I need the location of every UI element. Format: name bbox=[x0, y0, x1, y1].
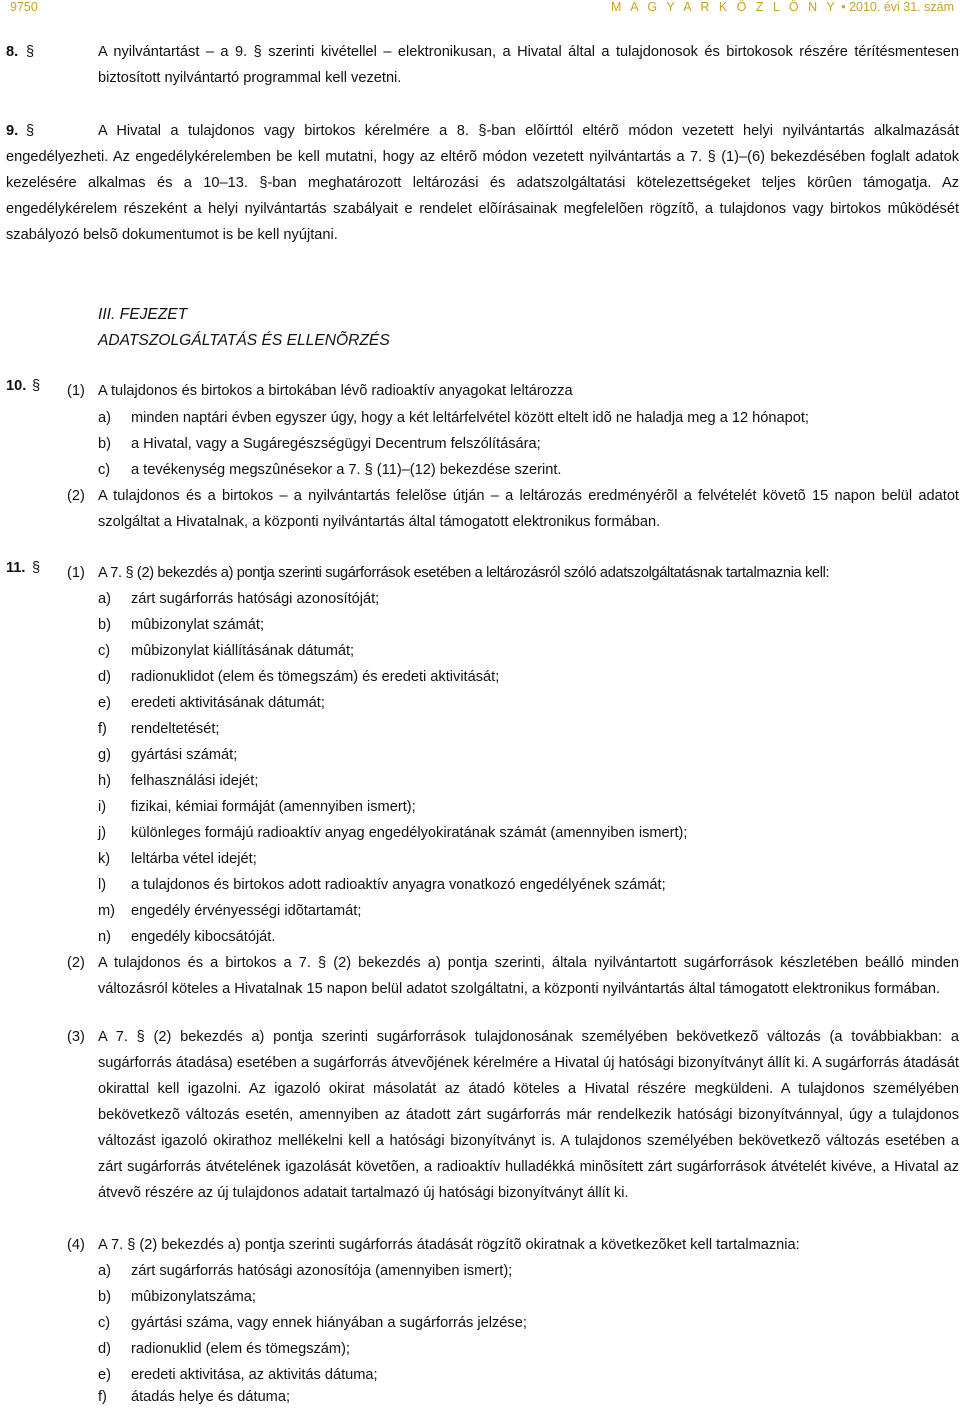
section-11-sign: § bbox=[32, 560, 41, 576]
section-9 bbox=[6, 118, 959, 248]
section-10-paragraph-1 bbox=[6, 378, 959, 404]
section-8-text: A nyilvántartást – a 9. § szerinti kivétellel – elektronikusan, a Hivatal által a tulajdonosok és birtokosok részére térítésmentesen biztosított nyilvántartó programmal kell vezetni. bbox=[98, 44, 959, 86]
paragraph-number: (2) bbox=[67, 488, 85, 504]
section-11-paragraph-3 bbox=[6, 1024, 959, 1206]
section-8-number: 8. bbox=[6, 44, 19, 60]
section-9-number: 9. bbox=[6, 123, 19, 139]
section-10-sign: § bbox=[32, 378, 41, 394]
section-10-number: 10. bbox=[6, 378, 27, 394]
paragraph-number: (3) bbox=[67, 1029, 85, 1045]
running-header bbox=[0, 0, 960, 16]
section-9-sign: § bbox=[26, 123, 35, 139]
paragraph-text: A 7. § (2) bekezdés a) pontja szerinti sugárforrások tulajdonosának személyében bekövetkezõ változás (a továbbiakban: a sugárforrás átadása) esetében a sugárforrás átvevõjének kérelmére a Hivatal új hatósági bizonyítványt állít ki. A sugárforrás átadását okirattal kell igazolni. Az igazoló okirat másolatát az átadó köteles a Hivatal részére megküldeni. A tulajdonos személyében bekövetkezõ változás esetén, amennyiben az átadott zárt sugárforrás már rendelkezik hatósági bizonyítvánnyal, úgy a tulajdonos változást igazoló okirathoz mellékelni kell a hatósági bizonyítványt is. A tulajdonos személyében bekövetkezõ változás esetében a zárt sugárforrás átvételének igazolását követõen, a radioaktív hulladékká minõsített zárt sugárforrások átvételét kivéve, a Hivatal az átvevõ részére az új tulajdonos adatait tartalmazó új hatósági bizonyítványt állít ki. bbox=[98, 1029, 959, 1201]
paragraph-number: (4) bbox=[67, 1237, 85, 1253]
section-9-text: A Hivatal a tulajdonos vagy birtokos kérelmére a 8. §-ban elõírttól eltérõ módon vezetett helyi nyilvántartás alkalmazását engedélyezheti. Az engedélykérelemben be kell mutatni, hogy az eltérõ módon vezetett nyilvántartás a 7. § (1)–(6) bekezdésében foglalt adatok kezelésére alkalmas és a 10–13. §-ban meghatározott leltározási és adatszolgáltatási kötelezettségeket teljes körûen támogatja. Az engedélykérelem részeként a helyi nyilvántartás szabályait e rendelet elõírásainak megfelelõen rögzítõ, a tulajdonos vagy birtokos mûködését szabályozó belsõ dokumentumot is be kell nyújtani. bbox=[6, 123, 959, 243]
chapter-title: ADATSZOLGÁLTATÁS ÉS ELLENÕRZÉS bbox=[98, 332, 390, 349]
page-number: 9750 bbox=[10, 0, 38, 14]
paragraph-text: A tulajdonos és birtokos a birtokában lévõ radioaktív anyagokat leltározza bbox=[98, 383, 573, 399]
paragraph-number: (2) bbox=[67, 955, 85, 971]
chapter-number: III. FEJEZET bbox=[98, 306, 188, 323]
paragraph-number: (1) bbox=[67, 383, 85, 399]
section-11-paragraph-2 bbox=[6, 950, 959, 1002]
paragraph-text: A tulajdonos és a birtokos a 7. § (2) bekezdés a) pontja szerinti, általa nyilvántartott sugárforrások készletében beálló minden változásról köteles a Hivatalnak 15 napon belül adatot szolgáltatni, a központi nyilvántartás által támogatott elektronikus formában. bbox=[98, 955, 959, 997]
section-8-body bbox=[6, 39, 959, 91]
journal-name: M A G Y A R K Ö Z L Ö N Y bbox=[611, 0, 838, 14]
issue-label: 2010. évi 31. szám bbox=[849, 0, 954, 14]
section-8-sign: § bbox=[26, 44, 35, 60]
paragraph-text: A 7. § (2) bekezdés a) pontja szerinti sugárforrások esetében a leltározásról szóló adatszolgáltatásnak tartalmaznia kell: bbox=[98, 565, 830, 581]
bullet-separator: • bbox=[841, 0, 850, 14]
paragraph-number: (1) bbox=[67, 565, 85, 581]
paragraph-text: A 7. § (2) bekezdés a) pontja szerinti sugárforrás átadását rögzítõ okiratnak a következõket kell tartalmaznia: bbox=[98, 1237, 800, 1253]
section-8 bbox=[6, 39, 959, 91]
section-9-body bbox=[6, 118, 959, 248]
paragraph-text: A tulajdonos és a birtokos – a nyilvántartás felelõse útján – a leltározás eredményérõl a felvételét követõ 15 napon belül adatot szolgáltat a Hivatalnak, a központi nyilvántartás által támogatott elektronikus formában. bbox=[98, 488, 959, 530]
section-10-paragraph-2 bbox=[6, 483, 959, 535]
section-11-paragraph-4 bbox=[6, 1232, 959, 1258]
section-11-paragraph-1 bbox=[6, 560, 959, 586]
journal-info bbox=[611, 0, 954, 14]
section-11-number: 11. bbox=[6, 560, 26, 576]
